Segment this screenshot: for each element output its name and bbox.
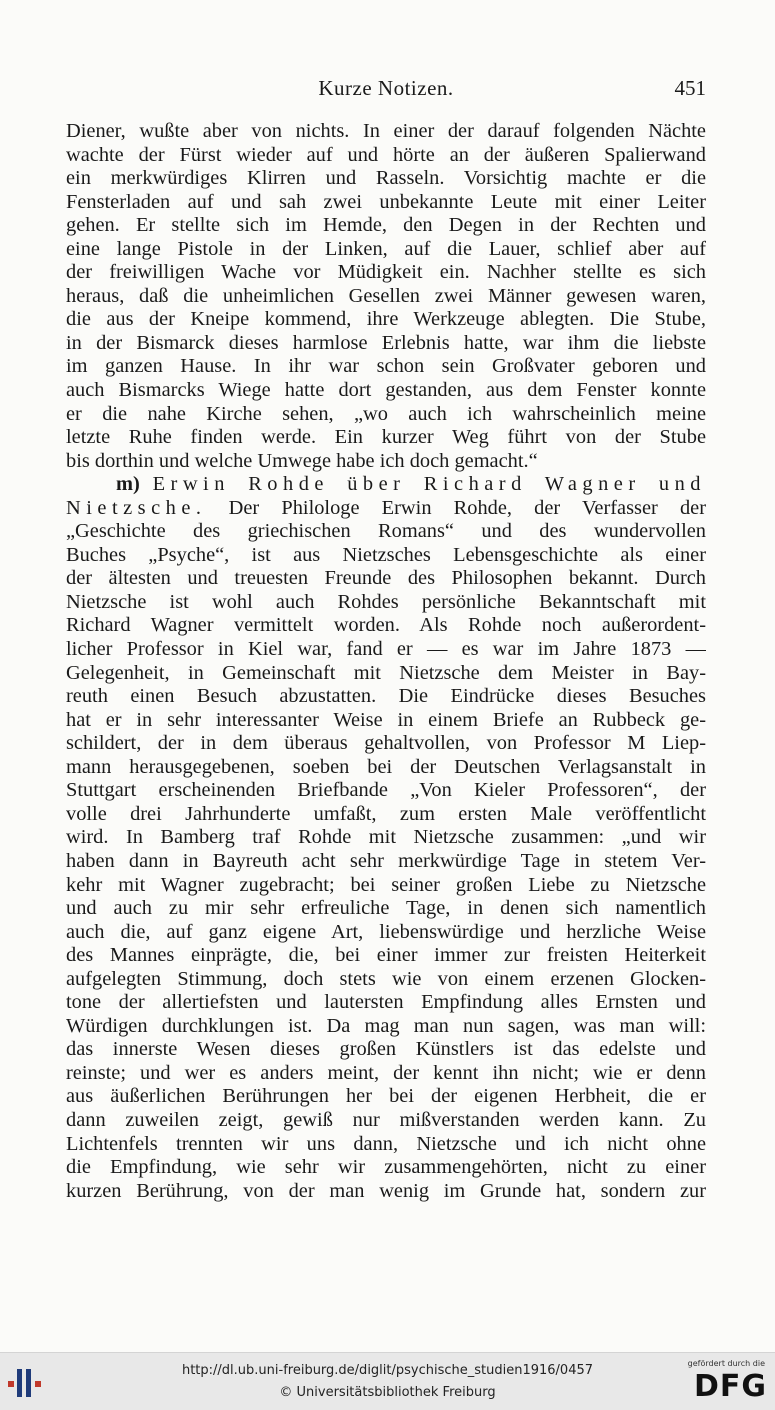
text-line: Buches „Psyche“, ist aus Nietzsches Lebensgeschichte als einer <box>66 543 706 566</box>
text-line: mann herausgegebenen, soeben bei der Deutschen Verlagsanstalt in <box>66 755 706 778</box>
text-line: ein merkwürdiges Klirren und Rasseln. Vorsichtig machte er die <box>66 167 706 190</box>
footer-bar <box>0 1352 775 1410</box>
source-url-link[interactable]: http://dl.ub.uni-freiburg.de/diglit/psychische_studien1916/0457 <box>181 1363 594 1378</box>
text-line <box>66 497 706 521</box>
text-line: tone der allertiefsten und lautersten Empfindung alles Ernsten und <box>66 991 706 1014</box>
page-number: 451 <box>674 76 706 100</box>
text-line: „Geschichte des griechischen Romans“ und des wundervollen <box>66 520 706 543</box>
text-line: der ältesten und treuesten Freunde des Philosophen bekannt. Durch <box>66 567 706 590</box>
text-line: dann zuweilen zeigt, gewiß nur mißverstanden werden kann. Zu <box>66 1108 706 1131</box>
dfg-logo: DFG <box>693 1369 767 1404</box>
section-line-rest: Der Philologe Erwin Rohde, der Verfasser der <box>228 496 706 519</box>
text-line: haben dann in Bayreuth acht sehr merkwürdige Tage in stetem Ver- <box>66 849 706 872</box>
text-line: Stuttgart erscheinenden Briefbande „Von Kieler Professoren“, der <box>66 779 706 802</box>
text-line: der freiwilligen Wache vor Müdigkeit ein. Nachher stellte es sich <box>66 261 706 284</box>
text-line: bis dorthin und welche Umwege habe ich doch gemacht.“ <box>66 449 538 472</box>
text-line: eine lange Pistole in der Linken, auf die Lauer, schlief aber auf <box>66 237 706 260</box>
text-line: heraus, daß die unheimlichen Gesellen zwei Männer gewesen waren, <box>66 284 706 307</box>
text-line: Würdigen durchklungen ist. Da mag man nun sagen, was man will: <box>66 1014 706 1037</box>
text-line: des Mannes einprägte, die, bei einer immer zur freisten Heiterkeit <box>66 944 706 967</box>
text-line: schildert, der in dem überaus gehaltvollen, von Professor M Liep- <box>66 732 706 755</box>
text-line: licher Professor in Kiel war, fand er — es war im Jahre 1873 — <box>66 638 706 661</box>
text-line: die Empfindung, wie sehr wir zusammengehörten, nicht zu einer <box>66 1156 706 1179</box>
text-line: Lichtenfels trennten wir uns dann, Nietzsche und ich nicht ohne <box>66 1132 706 1155</box>
text-line: reuth einen Besuch abzustatten. Die Eindrücke dieses Besuches <box>66 685 706 708</box>
text-line: kehr mit Wagner zugebracht; bei seiner großen Liebe zu Nietzsche <box>66 873 706 896</box>
text-line: Diener, wußte aber von nichts. In einer der darauf folgenden Nächte <box>66 120 706 142</box>
text-line: hat er in sehr interessanter Weise in einem Briefe an Rubbeck ge- <box>66 708 706 731</box>
text-line: auch Bismarcks Wiege hatte dort gestanden, aus dem Fenster konnte <box>66 379 706 402</box>
section-heading: Erwin Rohde über Richard Wagner und <box>152 473 706 496</box>
text-line: volle drei Jahrhunderte umfaßt, zum ersten Male veröffentlicht <box>66 802 706 825</box>
text-line: die aus der Kneipe kommend, ihre Werkzeuge ablegten. Die Stube, <box>66 308 706 331</box>
text-line: Fensterladen auf und sah zwei unbekannte Leute mit einer Leiter <box>66 190 706 213</box>
text-line: auch die, auf ganz eigene Art, liebenswürdige und herzliche Weise <box>66 920 706 943</box>
sponsor-note: gefördert durch die <box>687 1359 765 1368</box>
text-line: Richard Wagner vermittelt worden. Als Rohde noch außerordent- <box>66 614 706 637</box>
text-line: wird. In Bamberg traf Rohde mit Nietzsche zusammen: „und wir <box>66 826 706 849</box>
text-line: gehen. Er stellte sich im Hemde, den Degen in der Rechten und <box>66 214 706 237</box>
text-line: und auch zu mir sehr erfreuliche Tage, in denen sich namentlich <box>66 897 706 920</box>
text-line: aufgelegten Stimmung, doch stets wie von einem erzenen Glocken- <box>66 967 706 990</box>
text-line: Nietzsche ist wohl auch Rohdes persönliche Bekanntschaft mit <box>66 590 706 613</box>
text-line: kurzen Berührung, von der man wenig im Grunde hat, sondern zur <box>66 1179 706 1202</box>
text-line: in der Bismarck dieses harmlose Erlebnis hatte, war ihm die liebste <box>66 331 706 354</box>
section-marker: m) <box>116 473 140 496</box>
text-line: reinste; und wer es anders meint, der kennt ihn nicht; wie er denn <box>66 1061 706 1084</box>
text-line: im ganzen Hause. In ihr war schon sein Großvater geboren und <box>66 355 706 378</box>
running-head <box>66 76 706 106</box>
text-line: das innerste Wesen dieses großen Künstlers ist das edelste und <box>66 1038 706 1061</box>
body-text <box>66 120 706 1203</box>
text-line: letzte Ruhe finden werde. Ein kurzer Weg führt von der Stube <box>66 426 706 449</box>
text-line: Gelegenheit, in Gemeinschaft mit Nietzsche dem Meister in Bay- <box>66 661 706 684</box>
text-line: er die nahe Kirche sehen, „wo auch ich wahrscheinlich meine <box>66 402 706 425</box>
running-title: Kurze Notizen. <box>318 76 454 100</box>
text-line: wachte der Fürst wieder auf und hörte an der äußeren Spalierwand <box>66 143 706 166</box>
section-heading-continued: Nietzsche. <box>66 496 207 519</box>
text-line: aus äußerlichen Berührungen her bei der eigenen Herbheit, die er <box>66 1085 706 1108</box>
section-heading-line <box>66 473 706 497</box>
copyright-notice: © Universitätsbibliothek Freiburg <box>279 1385 496 1400</box>
